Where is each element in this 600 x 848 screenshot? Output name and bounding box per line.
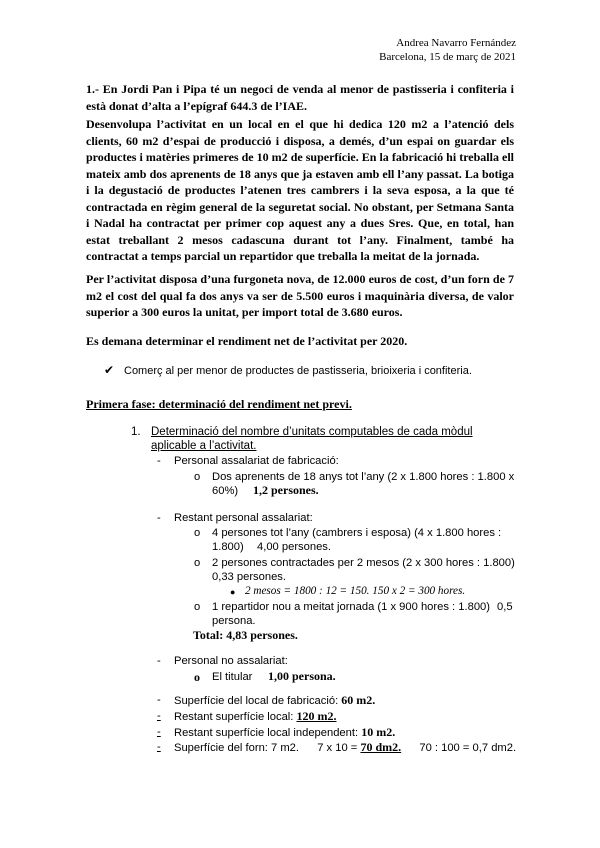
exercise-paragraph-1: Desenvolupa l’activitat en un local en el que hi dedica 120 m2 a l’atenció dels clients, 60 m2 d’espai de producció i disposa, a demés, d’un espai on guardar els productes i matèries primeres de 10 m2 de superfície. En la fabricació hi treballa ell mateix amb dos aprenents de 18 anys que ja estaven amb ell l’any passat. La botiga i la degustació de productes l’atenen tres cambrers i la seva esposa, a la que té contractada en règim general de la seguretat social. No obstant, per Setmana Santa i Nadal ha contractat per primer cop aquest any a dues Sres. Que, en total, han estat treballant 2 mesos cadascuna durant tot l’any. Finalment, també ha contractat a temps parcial un repartidor que treballa la meitat de la jornada.	[86, 117, 514, 263]
list-circle-icon: o	[194, 670, 200, 684]
list-dash-icon: -	[157, 455, 161, 467]
indep-area-value: 10 m2.	[361, 725, 396, 739]
oven-area-line	[174, 740, 516, 755]
owner-value: 1,00 persona.	[268, 669, 336, 683]
four-people-value: 4,00 persones.	[257, 541, 332, 553]
courier-cont: persona.	[212, 615, 256, 627]
activity-checklist-item	[104, 363, 472, 377]
phase-title: Primera fase: determinació del rendiment net previ.	[86, 397, 352, 411]
oven-result: 70 : 100 = 0,7 dm2.	[419, 742, 517, 754]
two-people-line: 2 persones contractades per 2 mesos (2 x 300 hores : 1.800)	[212, 557, 515, 569]
document-header	[379, 36, 516, 64]
list-circle-icon: o	[194, 601, 201, 613]
step-number: 1.	[131, 426, 141, 438]
list-dash-icon: -	[157, 694, 161, 706]
step-1	[103, 425, 513, 453]
owner-line: El titular	[212, 671, 253, 683]
indep-area-label: Restant superfície local independent:	[174, 727, 359, 739]
step-title: Determinació del nombre d’unitats computables de cada mòdul aplicable a l’activitat.	[151, 426, 473, 452]
checkmark-icon: ✔	[104, 363, 115, 377]
oven-area-label: Superfície del forn: 7 m2.	[174, 742, 299, 754]
fab-area-label: Superfície del local de fabricació:	[174, 695, 339, 707]
list-dash-icon: -	[157, 710, 161, 722]
oven-calc-value: 70 dm2.	[360, 740, 402, 754]
list-circle-icon: o	[194, 471, 201, 483]
rest-area-value: 120 m2.	[296, 709, 337, 723]
indep-area-line	[174, 725, 395, 740]
list-circle-icon: o	[194, 527, 201, 539]
non-salaried-heading: Personal no assalariat:	[174, 655, 288, 667]
place-date: Barcelona, 15 de març de 2021	[379, 51, 516, 63]
four-people-cont: 1.800)	[212, 541, 244, 553]
months-calculation: 2 mesos = 1800 : 12 = 150. 150 x 2 = 300 hores.	[245, 585, 466, 597]
oven-calc: 7 x 10 =	[317, 742, 358, 754]
total-persons: Total: 4,83 persones.	[193, 628, 298, 642]
list-circle-icon: o	[194, 557, 201, 569]
exercise-paragraph-2: Per l’activitat disposa d’una furgoneta nova, de 12.000 euros de cost, d’un forn de 7 m2 el cost del qual fa dos anys va ser de 5.500 euros i maquinària diversa, de valor superior a 300 euros la unitat, per import total de 3.680 euros.	[86, 272, 514, 319]
list-dash-icon: -	[157, 655, 161, 667]
courier-line: 1 repartidor nou a meitat jornada (1 x 900 hores : 1.800)	[212, 601, 490, 613]
activity-text: Comerç al per menor de productes de pastisseria, brioixeria i confiteria.	[124, 365, 472, 377]
apprentices-value: 1,2 persones.	[253, 483, 319, 497]
author-name: Andrea Navarro Fernández	[396, 37, 516, 49]
list-dash-icon: -	[157, 741, 161, 753]
courier-value: 0,5	[497, 601, 513, 613]
apprentices-cont: 60%)	[212, 485, 239, 497]
rest-area-line	[174, 709, 337, 724]
rest-salaried-heading: Restant personal assalariat:	[174, 512, 313, 524]
rest-area-label: Restant superfície local:	[174, 711, 294, 723]
exercise-question: Es demana determinar el rendiment net de l’activitat per 2020.	[86, 334, 408, 348]
apprentices-line: Dos aprenents de 18 anys tot l’any (2 x 1.800 hores : 1.800 x	[212, 471, 515, 483]
salaried-fab-heading: Personal assalariat de fabricació:	[174, 455, 339, 467]
fab-area-line	[174, 693, 375, 708]
list-dash-icon: -	[157, 512, 161, 524]
list-dash-icon: -	[157, 726, 161, 738]
four-people-line: 4 persones tot l’any (cambrers i esposa) (4 x 1.800 hores :	[212, 527, 502, 539]
list-bullet-icon: ●	[230, 587, 236, 597]
exercise-intro: 1.- En Jordi Pan i Pipa té un negoci de venda al menor de pastisseria i confiteria i està donat d’alta a l’epígraf 644.3 de l’IAE.	[86, 82, 514, 113]
fab-area-value: 60 m2.	[341, 693, 376, 707]
two-people-value: 0,33 persones.	[212, 571, 287, 583]
